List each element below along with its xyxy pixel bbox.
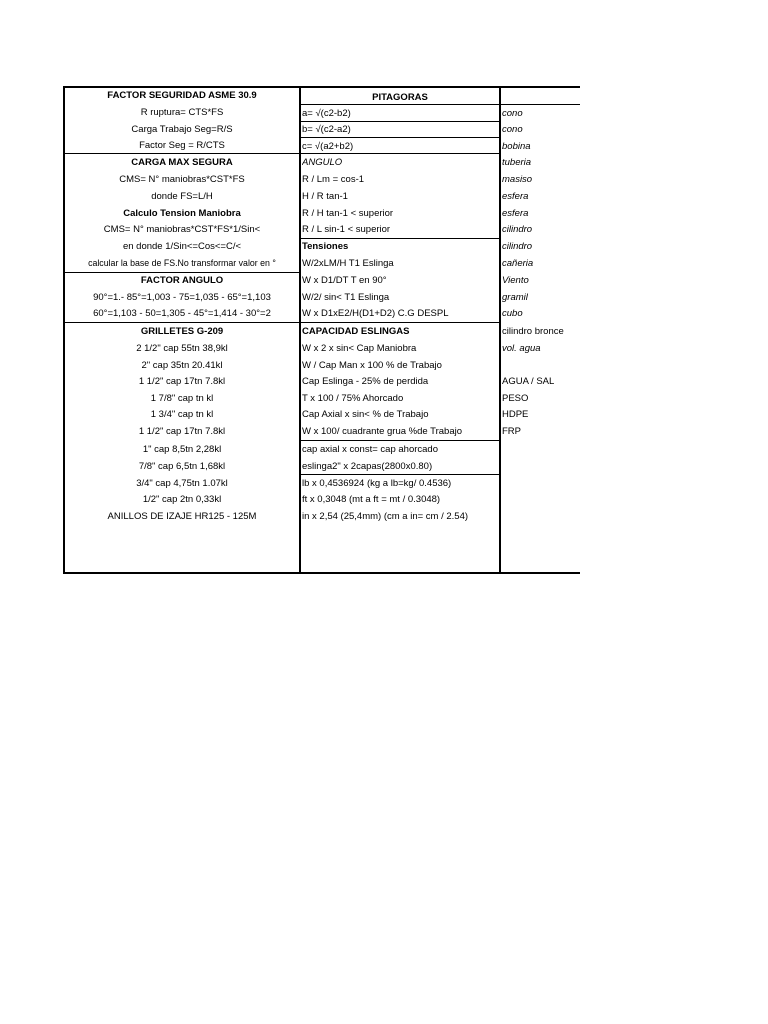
table-border-bottom — [63, 572, 580, 574]
cell-col1-r25: 1/2" cap 2tn 0,33kl — [142, 494, 222, 505]
column-divider-2 — [499, 86, 501, 574]
cell-col1-r9: CMS= N° maniobras*CST*FS*1/Sin< — [103, 224, 261, 235]
cell-col3-r16: vol. agua — [502, 343, 541, 354]
cell-col1-r2: R ruptura= CTS*FS — [140, 107, 224, 118]
cell-col2-r5: ANGULO — [302, 157, 343, 168]
cell-col2-r2: a= √(c2-b2) — [302, 108, 351, 119]
cell-col2-r23: eslinga2" x 2capas(2800x0.80) — [302, 461, 433, 472]
cell-col1-r15: GRILLETES G-209 — [140, 326, 224, 337]
cell-col2-r24: lb x 0,4536924 (kg a lb=kg/ 0.4536) — [302, 478, 452, 489]
cell-col2-r3: b= √(c2-a2) — [302, 124, 351, 135]
cell-col1-r23: 7/8" cap 6,5tn 1,68kl — [138, 461, 226, 472]
cell-col2-r12: W x D1/DT T en 90° — [302, 275, 387, 286]
cell-col3-r5: tuberia — [502, 157, 532, 168]
cell-col3-r2: cono — [502, 108, 523, 119]
cell-col1-r26: ANILLOS DE IZAJE HR125 - 125M — [107, 511, 257, 522]
cell-col2-r8: R / H tan-1 < superior — [302, 208, 394, 219]
cell-col1-r3: Carga Trabajo Seg=R/S — [131, 124, 233, 135]
cell-col3-r15: cilindro bronce — [502, 326, 564, 337]
cell-col2-r9: R / L sin-1 < superior — [302, 224, 391, 235]
cell-col3-r13: gramil — [502, 292, 528, 303]
cell-col1-r10: en donde 1/Sin<=Cos<=C/< — [122, 241, 242, 252]
cell-col2-r10: Tensiones — [302, 241, 349, 252]
cell-col1-r4: Factor Seg = R/CTS — [139, 140, 225, 151]
cell-col1-r7: donde FS=L/H — [151, 191, 213, 202]
cell-col1-r8: Calculo Tension Maniobra — [123, 208, 241, 219]
cell-col3-r7: esfera — [502, 191, 529, 202]
cell-col3-r10: cilindro — [502, 241, 533, 252]
cell-col1-r1: FACTOR SEGURIDAD ASME 30.9 — [107, 90, 257, 101]
cell-col3-r9: cilindro — [502, 224, 533, 235]
cell-col3-r8: esfera — [502, 208, 529, 219]
cell-col2-r11: W/2xLM/H T1 Eslinga — [302, 258, 394, 269]
cell-col1-r24: 3/4" cap 4,75tn 1.07kl — [136, 478, 228, 489]
cell-col3-r12: Viento — [502, 275, 529, 286]
cell-col3-r1 — [502, 89, 580, 106]
cell-col3-r3: cono — [502, 124, 523, 135]
cell-col2-r19: T x 100 / 75% Ahorcado — [302, 393, 404, 404]
cell-col3-r14: cubo — [502, 308, 523, 319]
cell-col3-r4: bobina — [502, 141, 531, 152]
cell-col3-r6: masiso — [502, 174, 533, 185]
cell-col3-r11: cañeria — [502, 258, 534, 269]
cell-col2-r7: H / R tan-1 — [302, 191, 348, 202]
cell-col2-r1: PITAGORAS — [372, 92, 428, 103]
cell-col1-r6: CMS= N° maniobras*CST*FS — [119, 174, 245, 185]
cell-col1-r20: 1 3/4" cap tn kl — [150, 409, 214, 420]
cell-col2-r20: Cap Axial x sin< % de Trabajo — [302, 409, 429, 420]
cell-col1-r12: FACTOR ANGULO — [140, 275, 224, 286]
cell-col2-r21: W x 100/ cuadrante grua %de Trabajo — [302, 426, 463, 437]
cell-col1-r14: 60°=1,103 - 50=1,305 - 45°=1,414 - 30°=2 — [93, 308, 271, 319]
cell-col3-r21: FRP — [502, 426, 521, 437]
cell-col2-r14: W x D1xE2/H(D1+D2) C.G DESPL — [302, 308, 449, 319]
cell-col2-r13: W/2/ sin< T1 Eslinga — [302, 292, 390, 303]
cell-col2-r22: cap axial x const= cap ahorcado — [302, 444, 438, 455]
cell-col2-r25: ft x 0,3048 (mt a ft = mt / 0.3048) — [302, 494, 441, 505]
cell-col1-r18: 1 1/2" cap 17tn 7.8kl — [138, 376, 226, 387]
cell-col1-r19: 1 7/8" cap tn kl — [150, 393, 214, 404]
cell-col1-r16: 2 1/2" cap 55tn 38,9kl — [136, 343, 228, 354]
cell-col2-r17: W / Cap Man x 100 % de Trabajo — [302, 360, 442, 371]
cell-col3-r17 — [502, 357, 580, 374]
cell-col2-r16: W x 2 x sin< Cap Maniobra — [302, 343, 417, 354]
cell-col1-r11: calcular la base de FS.No transformar valor en ° — [88, 258, 276, 268]
cell-col1-r13: 90°=1.- 85°=1,003 - 75=1,035 - 65°=1,103 — [93, 292, 271, 303]
cell-col2-r4: c= √(a2+b2) — [302, 141, 354, 152]
cell-col3-r20: HDPE — [502, 409, 529, 420]
cell-col2-r26: in x 2,54 (25,4mm) (cm a in= cm / 2.54) — [302, 511, 469, 522]
cell-col1-r17: 2" cap 35tn 20.41kl — [141, 360, 223, 371]
cell-col1-r22: 1" cap 8,5tn 2,28kl — [142, 444, 222, 455]
cell-col1-r21: 1 1/2" cap 17tn 7.8kl — [138, 426, 226, 437]
cell-col2-r18: Cap Eslinga - 25% de perdida — [302, 376, 429, 387]
cell-col1-r5: CARGA MAX SEGURA — [131, 157, 233, 168]
cell-col2-r15: CAPACIDAD ESLINGAS — [302, 326, 410, 337]
cell-col2-r6: R / Lm = cos-1 — [302, 174, 365, 185]
cell-col3-r18: AGUA / SAL — [502, 376, 555, 387]
cell-col3-r19: PESO — [502, 393, 529, 404]
